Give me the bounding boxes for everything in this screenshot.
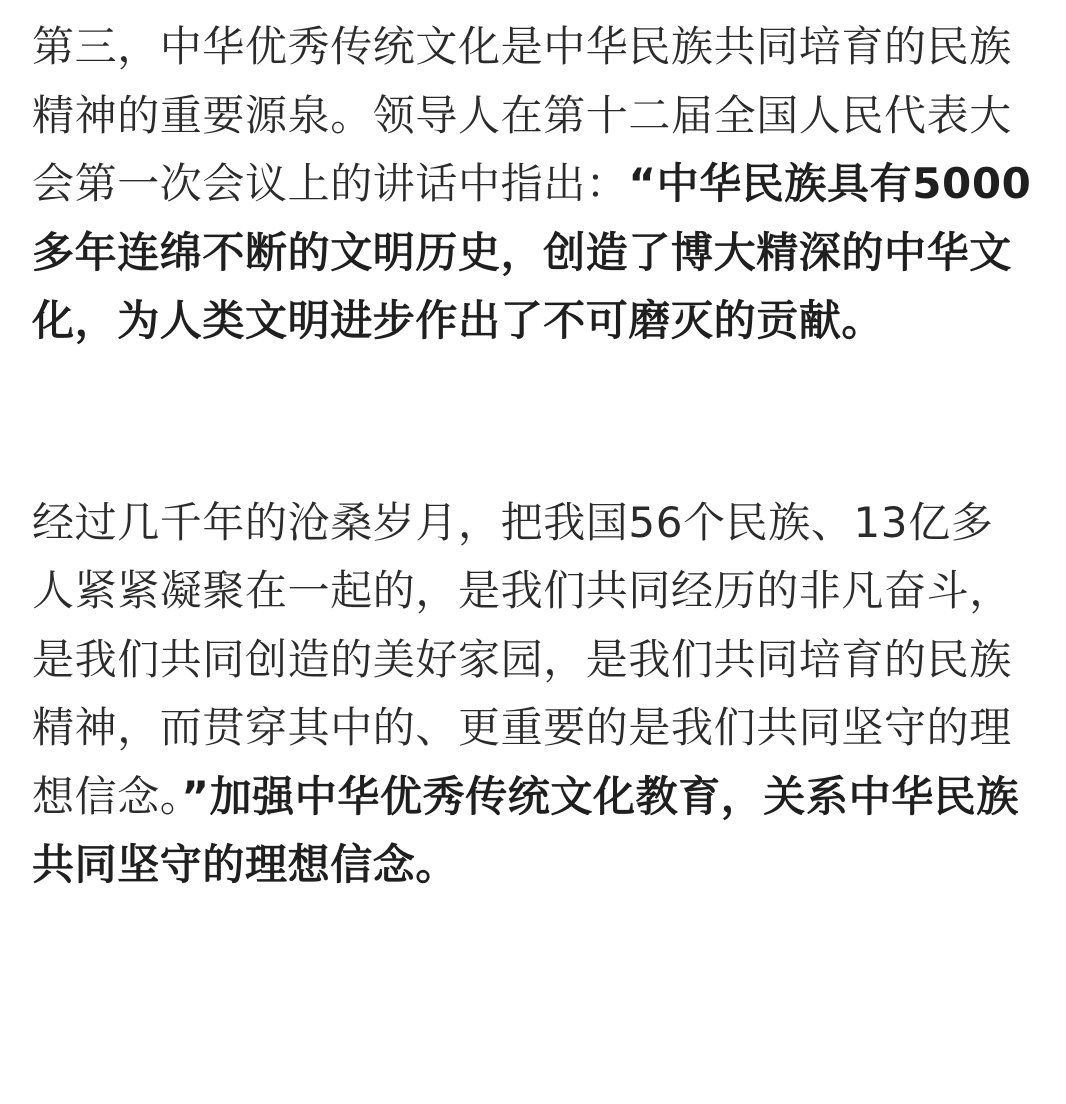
paragraph-2-emphasis: ”加强中华优秀传统文化教育，关系中华民族共同坚守的理想信念。: [32, 771, 1020, 889]
paragraph-2: [32, 489, 1034, 900]
paragraph-1-text: 第三，中华优秀传统文化是中华民族共同培育的民族精神的重要源泉。领导人在第十二届全国人民代表大会第一次会议上的讲话中指出：: [32, 22, 1012, 208]
article-body: [32, 0, 1034, 900]
paragraph-2-text: 经过几千年的沧桑岁月，把我国56个民族、13亿多人紧紧凝聚在一起的，是我们共同经历的非凡奋斗，是我们共同创造的美好家园，是我们共同培育的民族精神，而贯穿其中的、更重要的是我们共同坚守的理想信念。: [32, 497, 1012, 821]
paragraph-1-quote: “中华民族具有5000多年连绵不断的文明历史，创造了博大精深的中华文化，为人类文明进步作出了不可磨灭的贡献。: [32, 159, 1032, 345]
paragraph-1: [32, 0, 1034, 356]
